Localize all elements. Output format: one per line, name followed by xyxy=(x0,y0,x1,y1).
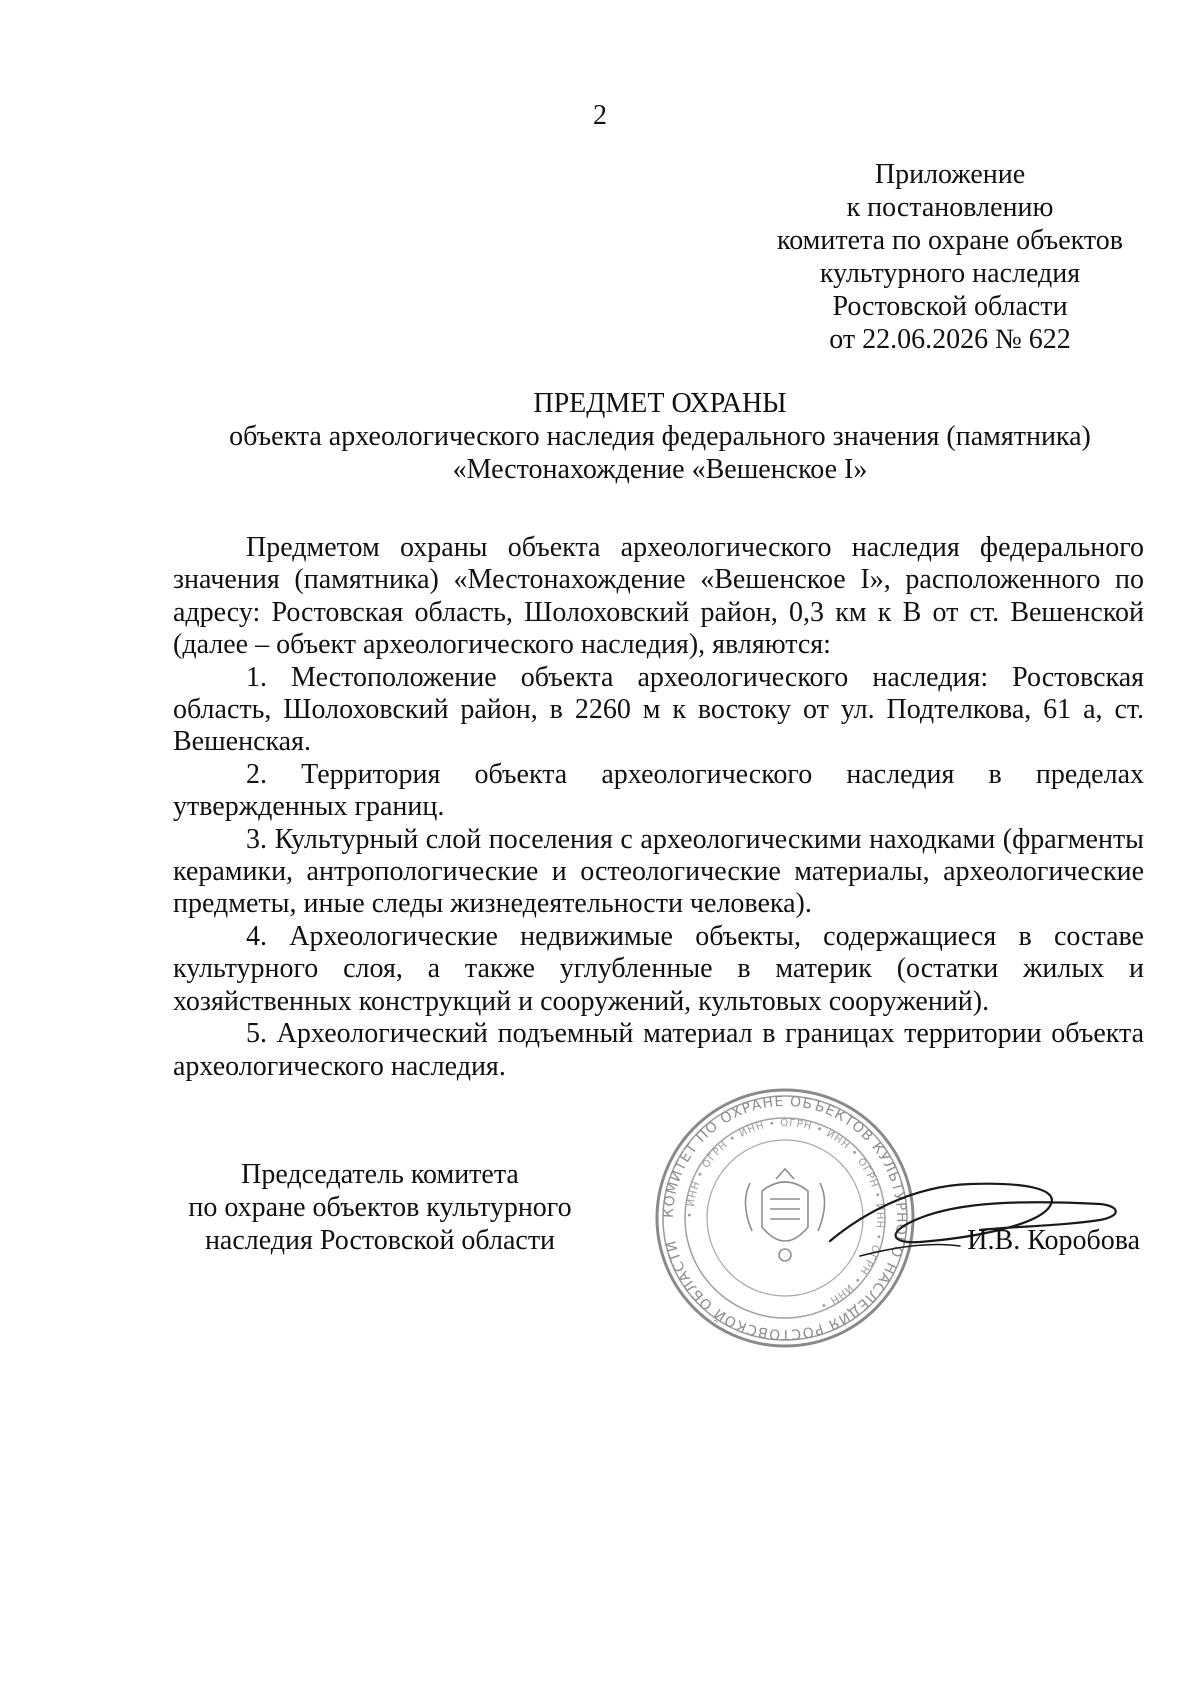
appendix-line: Ростовской области xyxy=(832,291,1068,322)
seal-text: КОМИТЕТ ПО ОХРАНЕ ОБЪЕКТОВ КУЛЬТУРНОГО НАСЛЕДИЯ РОСТОВСКОЙ ОБЛАСТИ xyxy=(660,1093,910,1343)
svg-text:• ИНН • ОГРН • ИНН • ОГРН • ИН: • ИНН • ОГРН • ИНН • ОГРН • ИНН • ОГРН • ИНН • ОГРН • ИНН • xyxy=(684,1117,886,1311)
appendix-line: Приложение xyxy=(874,159,1026,190)
appendix-block xyxy=(740,158,1160,356)
signatory-title-line: Председатель комитета xyxy=(241,1159,519,1190)
signatory-title xyxy=(160,1158,600,1257)
intro-paragraph: Предметом охраны объекта археологического наследия федерального значения (памятника) «Местонахождение «Вешенское I», расположенного по адресу: Ростовская область, Шолоховский район, 0,3 км к В от ст. Вешенской (далее – объект археологического наследия), являются: xyxy=(173,532,1144,661)
appendix-line: к постановлению xyxy=(846,192,1054,223)
list-item: 1. Местоположение объекта археологического наследия: Ростовская область, Шолоховский район, в 2260 м к востоку от ул. Подтелкова, 61 а, ст. Вешенская. xyxy=(173,661,1144,758)
document-heading xyxy=(160,387,1160,486)
list-item: 5. Археологический подъемный материал в границах территории объекта археологического наследия. xyxy=(173,1018,1144,1082)
appendix-line: комитета по охране объектов xyxy=(777,225,1123,256)
document-subtitle: объекта археологического наследия федерального значения (памятника) xyxy=(229,421,1091,452)
list-item: 4. Археологические недвижимые объекты, содержащиеся в составе культурного слоя, а также углубленные в материк (остатки жилых и хозяйственных конструкций и сооружений, культовых сооружений). xyxy=(173,920,1144,1017)
list-item: 3. Культурный слой поселения с археологическими находками (фрагменты керамики, антропологические и остеологические материалы, археологические предметы, иные следы жизнедеятельности человека). xyxy=(173,823,1144,920)
signature-block xyxy=(160,1093,1160,1358)
document-body xyxy=(173,532,1144,1083)
signatory-name: И.В. Коробова xyxy=(967,1225,1140,1256)
appendix-line: от 22.06.2026 № 622 xyxy=(829,324,1071,355)
document-title: ПРЕДМЕТ ОХРАНЫ xyxy=(533,388,787,419)
signatory-title-line: по охране объектов культурного xyxy=(188,1192,572,1223)
list-item: 2. Территория объекта археологического наследия в пределах утвержденных границ. xyxy=(173,758,1144,823)
appendix-line: культурного наследия xyxy=(819,258,1081,289)
document-subtitle: «Местонахождение «Вешенское I» xyxy=(452,454,868,485)
signatory-title-line: наследия Ростовской области xyxy=(204,1225,556,1256)
page-number: 2 xyxy=(593,100,607,131)
